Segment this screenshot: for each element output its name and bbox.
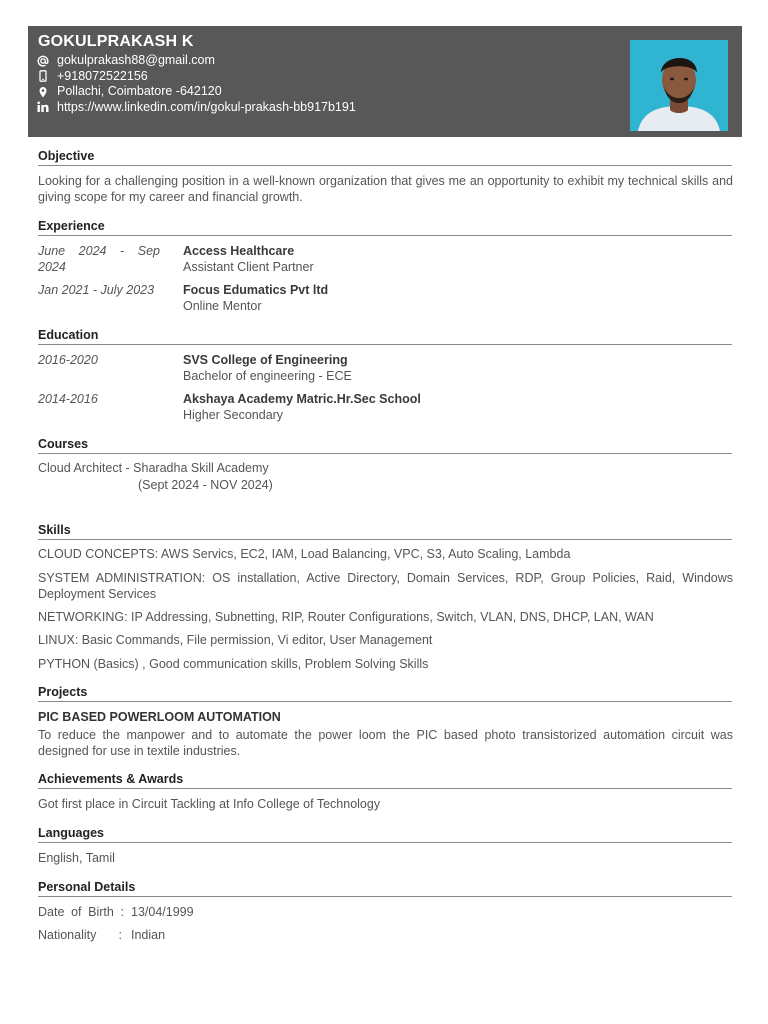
experience-entry [183,282,328,314]
phone-icon [37,70,49,82]
education-institution: SVS College of Engineering [183,353,348,367]
candidate-name: GOKULPRAKASH K [38,33,194,50]
contact-linkedin[interactable]: https://www.linkedin.com/in/gokul-prakash-bb917b191 [57,99,356,114]
contact-location-row [37,84,356,100]
experience-date: June 2024 - Sep 2024 [38,244,160,274]
skill-item: NETWORKING: IP Addressing, Subnetting, RIP, Router Configurations, Switch, VLAN, DNS, DHCP, LAN, WAN [38,610,654,624]
education-date: 2016-2020 [38,353,98,367]
skill-item: LINUX: Basic Commands, File permission, Vi editor, User Management [38,633,433,647]
experience-company: Access Healthcare [183,244,295,258]
languages-text: English, Tamil [38,851,115,865]
education-date: 2014-2016 [38,392,98,406]
education-entry [183,352,352,384]
skill-item: PYTHON (Basics) , Good communication skills, Problem Solving Skills [38,657,429,671]
education-degree: Higher Secondary [183,408,284,422]
dob-value: 13/04/1999 [131,905,194,919]
achievement-item: Got first place in Circuit Tackling at Info College of Technology [38,797,381,811]
project-title: PIC BASED POWERLOOM AUTOMATION [38,710,281,724]
achievements-heading: Achievements & Awards [38,772,732,789]
experience-role: Online Mentor [183,299,262,313]
resume-header [28,26,742,137]
experience-heading: Experience [38,219,732,236]
skills-heading: Skills [38,523,732,540]
education-institution: Akshaya Academy Matric.Hr.Sec School [183,392,421,406]
experience-entry [183,243,314,275]
contact-location: Pollachi, Coimbatore -642120 [57,84,222,98]
experience-company: Focus Edumatics Pvt ltd [183,283,329,297]
contact-linkedin-row [37,100,356,116]
dob-label: Date of Birth : [38,905,124,919]
projects-heading: Projects [38,685,732,702]
profile-photo [630,40,728,131]
course-name: Cloud Architect - Sharadha Skill Academy [38,461,269,475]
courses-heading: Courses [38,437,732,454]
course-dates: (Sept 2024 - NOV 2024) [138,478,273,492]
nationality-value: Indian [131,928,166,942]
education-degree: Bachelor of engineering - ECE [183,369,352,383]
objective-heading: Objective [38,149,732,166]
skill-item: CLOUD CONCEPTS: AWS Servics, EC2, IAM, Load Balancing, VPC, S3, Auto Scaling, Lambda [38,547,571,561]
skill-item: SYSTEM ADMINISTRATION: OS installation, Active Directory, Domain Services, RDP, Group Policies, Raid, Windows Deployment Services [38,571,733,601]
education-heading: Education [38,328,732,345]
contact-phone: +918072522156 [57,68,148,83]
contact-phone-row [37,69,356,85]
objective-text: Looking for a challenging position in a well-known organization that gives me an opportunity to exhibit my technical skills and giving scope for my career and financial growth. [38,174,733,204]
project-description: To reduce the manpower and to automate the power loom the PIC based photo transistorized automation circuit was designed for use in textile industries. [38,728,733,758]
languages-heading: Languages [38,826,732,843]
contact-email[interactable]: gokulprakash88@gmail.com [57,53,215,67]
education-entry [183,391,421,423]
location-pin-icon [37,86,49,98]
experience-date: Jan 2021 - July 2023 [38,283,155,297]
contact-list [37,53,356,115]
nationality-label: Nationality : [38,928,122,942]
personal-details-heading: Personal Details [38,880,732,897]
contact-email-row [37,53,356,69]
at-icon [37,55,49,67]
experience-role: Assistant Client Partner [183,260,314,274]
linkedin-icon [37,101,49,113]
